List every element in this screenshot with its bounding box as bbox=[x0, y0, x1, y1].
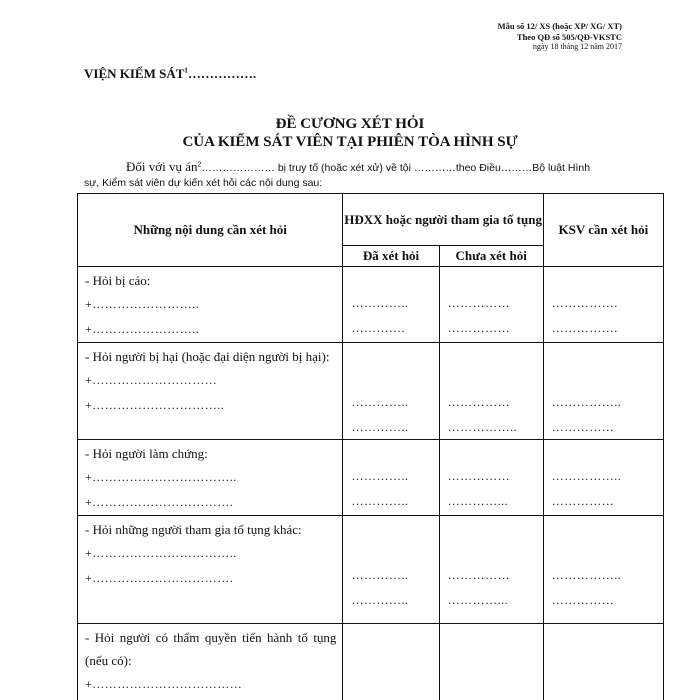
document-title: ĐỀ CƯƠNG XÉT HỎI bbox=[275, 116, 425, 132]
question-sub-item: +…………………………….. bbox=[85, 470, 237, 484]
answer-fill-line: …………… bbox=[551, 593, 615, 607]
answer-fill-line: …………... bbox=[447, 593, 509, 607]
question-cell bbox=[78, 624, 343, 700]
answer-cell-asked bbox=[343, 440, 439, 516]
answer-fill-line: ………….. bbox=[351, 469, 409, 483]
question-heading: - Hỏi người bị hại (hoặc đại diện người bị hại): bbox=[85, 349, 330, 364]
form-reference bbox=[498, 21, 622, 53]
answer-cell-not-asked bbox=[439, 267, 543, 343]
answer-cell-asked bbox=[343, 343, 439, 440]
header-not-asked: Chưa xét hỏi bbox=[439, 246, 543, 267]
intro-paragraph bbox=[84, 159, 630, 191]
form-date: ngày 18 tháng 12 năm 2017 bbox=[532, 42, 622, 51]
answer-fill-line: …………… bbox=[447, 395, 511, 409]
answer-fill-line: ………….. bbox=[351, 395, 409, 409]
questioning-table bbox=[77, 193, 664, 700]
answer-fill-line: ………….. bbox=[351, 593, 409, 607]
question-sub-item: +……………………………. bbox=[85, 495, 234, 509]
answer-fill-line: …………… bbox=[551, 420, 615, 434]
header-asked: Đã xét hỏi bbox=[343, 246, 439, 267]
question-cell bbox=[78, 267, 343, 343]
answer-fill-line: …………... bbox=[447, 494, 509, 508]
answer-fill-line: ………….. bbox=[351, 494, 409, 508]
agency-fill: ……………. bbox=[187, 66, 257, 81]
answer-cell-ksv bbox=[543, 440, 663, 516]
answer-fill-line: …………… bbox=[447, 321, 511, 335]
answer-cell-ksv bbox=[543, 343, 663, 440]
question-heading: - Hỏi người có thẩm quyền tiến hành tố tụng (nếu có): bbox=[85, 630, 337, 668]
answer-fill-line: …………. bbox=[351, 321, 405, 335]
question-cell bbox=[78, 343, 343, 440]
intro-line-1-rest: ………………… bị truy tố (hoặc xét xử) về tội …………theo Điều………Bộ luật Hình bbox=[201, 162, 591, 174]
answer-fill-line: …………….. bbox=[551, 395, 622, 409]
question-sub-item: +…………………….. bbox=[85, 322, 200, 336]
question-cell bbox=[78, 516, 343, 624]
question-sub-item: +………………………… bbox=[85, 373, 218, 387]
header-ksv: KSV cần xét hỏi bbox=[543, 194, 663, 267]
question-cell bbox=[78, 440, 343, 516]
answer-fill-line: ……………. bbox=[551, 321, 618, 335]
question-heading: - Hỏi bị cáo: bbox=[85, 273, 151, 288]
question-sub-item: +…………………………….. bbox=[85, 546, 237, 560]
answer-fill-line: ………….. bbox=[351, 568, 409, 582]
intro-line-1 bbox=[84, 159, 630, 176]
document-subtitle: CỦA KIỂM SÁT VIÊN TẠI PHIÊN TÒA HÌNH SỰ bbox=[182, 134, 518, 150]
answer-fill-line: …………… bbox=[447, 296, 511, 310]
answer-fill-line: ………….. bbox=[351, 296, 409, 310]
answer-fill-line: ………….. bbox=[351, 420, 409, 434]
answer-cell-not-asked bbox=[439, 440, 543, 516]
answer-cell-asked bbox=[343, 516, 439, 624]
question-sub-item: +…………………….. bbox=[85, 297, 200, 311]
answer-cell-asked bbox=[343, 267, 439, 343]
table-row bbox=[78, 343, 664, 440]
answer-fill-line: …………… bbox=[447, 469, 511, 483]
answer-fill-line: …………….. bbox=[551, 469, 622, 483]
answer-cell-not-asked bbox=[439, 343, 543, 440]
answer-fill-line: …………… bbox=[551, 494, 615, 508]
answer-fill-line: …………….. bbox=[551, 568, 622, 582]
form-decision: Theo QĐ số 505/QĐ-VKSTC bbox=[516, 31, 622, 42]
answer-cell-asked bbox=[343, 624, 439, 700]
question-heading: - Hỏi những người tham gia tố tụng khác: bbox=[85, 522, 302, 537]
question-sub-item: +……………………………. bbox=[85, 571, 234, 585]
answer-cell-ksv bbox=[543, 267, 663, 343]
table-row bbox=[78, 624, 664, 700]
intro-case-label: Đối với vụ án bbox=[126, 159, 198, 174]
answer-cell-not-asked bbox=[439, 624, 543, 700]
answer-fill-line: …………….. bbox=[447, 420, 518, 434]
answer-cell-not-asked bbox=[439, 516, 543, 624]
answer-fill-line: …………… bbox=[447, 568, 511, 582]
question-sub-item: +……………………………… bbox=[85, 677, 243, 691]
table-row bbox=[78, 267, 664, 343]
question-heading: - Hỏi người làm chứng: bbox=[85, 446, 208, 461]
header-court-participants: HĐXX hoặc người tham gia tố tụng bbox=[343, 194, 543, 246]
answer-fill-line: ……………. bbox=[551, 296, 618, 310]
agency-label: VIỆN KIỂM SÁT bbox=[84, 66, 185, 81]
footnote-marker-2: 2 bbox=[197, 161, 202, 169]
footnote-marker-1: 1 bbox=[184, 66, 188, 75]
agency-name bbox=[84, 66, 256, 82]
table-row bbox=[78, 516, 664, 624]
table-row bbox=[78, 440, 664, 516]
question-sub-item: +………………………….. bbox=[85, 398, 225, 412]
answer-cell-ksv bbox=[543, 516, 663, 624]
intro-line-2: sự, Kiểm sát viên dự kiến xét hỏi các nội dung sau: bbox=[84, 177, 323, 189]
answer-cell-ksv bbox=[543, 624, 663, 700]
form-number: Mẫu số 12/ XS (hoặc XP/ XG/ XT) bbox=[497, 21, 622, 31]
header-content: Những nội dung cần xét hỏi bbox=[78, 194, 343, 267]
